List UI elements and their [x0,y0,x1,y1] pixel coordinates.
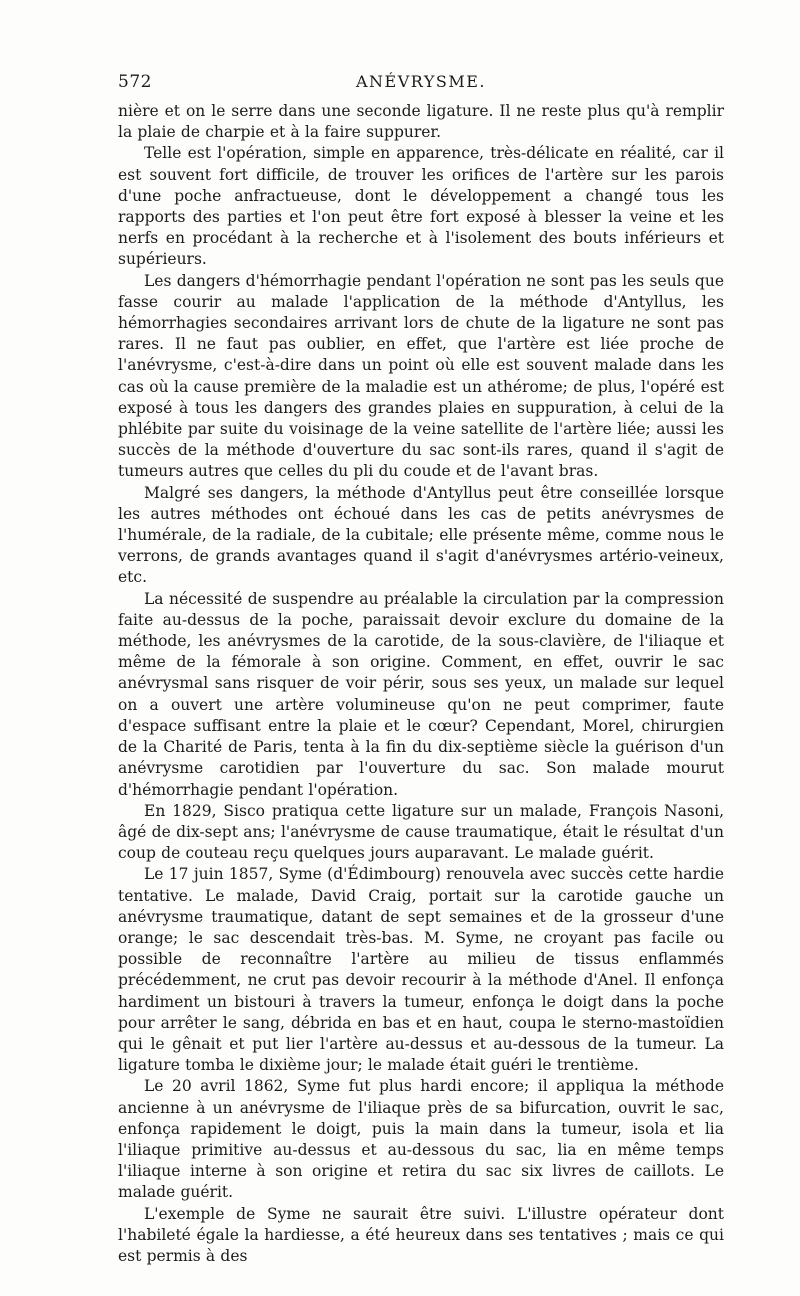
paragraph-continuation: nière et on le serre dans une seconde ligature. Il ne reste plus qu'à remplir la plaie de charpie et à la faire suppurer. [118,102,724,142]
paragraph: En 1829, Sisco pratiqua cette ligature sur un malade, François Nasoni, âgé de dix-sept ans; l'anévrysme de cause traumatique, était le résultat d'un coup de couteau reçu quelques jours auparavant. Le malade guérit. [118,801,724,863]
paragraph-truncated: L'exemple de Syme ne saurait être suivi. L'illustre opérateur dont l'habileté égale la hardiesse, a été heureux dans ses tentatives ; mais ce qui est permis à des [118,1204,724,1265]
paragraph: Malgré ses dangers, la méthode d'Antyllus peut être conseillée lorsque les autres méthodes ont échoué dans les cas de petits anévrysmes de l'humérale, de la radiale, de la cubitale; elle présente même, comme nous le verrons, de grands avantages quand il s'agit d'anévrysmes artério-veineux, etc. [118,483,724,587]
page-header [118,72,724,98]
paragraph: Les dangers d'hémorrhagie pendant l'opération ne sont pas les seuls que fasse courir au malade l'application de la méthode d'Antyllus, les hémorrhagies secondaires arrivant lors de chute de la ligature ne sont pas rares. Il ne faut pas oublier, en effet, que l'artère est liée proche de l'anévrysme, c'est-à-dire dans un point où elle est souvent malade dans les cas où la cause première de la maladie est un athérome; de plus, l'opéré est exposé à tous les dangers des grandes plaies en suppuration, à celui de la phlébite par suite du voisinage de la veine satellite de l'artère liée; aussi les succès de la méthode d'ouverture du sac sont-ils rares, quand il s'agit de tumeurs autres que celles du pli du coude et de l'avant bras. [118,271,724,481]
running-title: ANÉVRYSME. [355,72,486,91]
paragraph: Le 17 juin 1857, Syme (d'Édimbourg) renouvela avec succès cette hardie tentative. Le malade, David Craig, portait sur la carotide gauche un anévrysme traumatique, datant de sept semaines et de la grosseur d'une orange; le sac descendait très-bas. M. Syme, ne croyant pas facile ou possible de reconnaître l'artère au milieu de tissus enflammés précédemment, ne crut pas devoir recourir à la méthode d'Anel. Il enfonça hardiment un bistouri à travers la tumeur, enfonça le doigt dans la poche pour arrêter le sang, débrida en bas et en haut, coupa le sterno-mastoïdien qui le gênait et put lier l'artère au-dessus et au-dessous de la tumeur. La ligature tomba le dixième jour; le malade était guéri le trentième. [118,865,724,1075]
paragraph: La nécessité de suspendre au préalable la circulation par la compression faite au-dessus de la poche, paraissait devoir exclure du domaine de la méthode, les anévrysmes de la carotide, de la sous-clavière, de l'iliaque et même de la fémorale à son origine. Comment, en effet, ouvrir le sac anévrysmal sans risquer de voir périr, sous ses yeux, un malade sur lequel on a ouvert une artère volumineuse qu'on ne peut comprimer, faute d'espace suffisant entre la plaie et le cœur? Cependant, Morel, chirurgien de la Charité de Paris, tenta à la fin du dix-septième siècle la guérison d'un anévrysme carotidien par l'ouverture du sac. Son malade mourut d'hémorrhagie pendant l'opération. [118,589,724,799]
paragraph: Le 20 avril 1862, Syme fut plus hardi encore; il appliqua la méthode ancienne à un anévrysme de l'iliaque près de sa bifurcation, ouvrit le sac, enfonça rapidement le doigt, puis la main dans la tumeur, isola et lia l'iliaque primitive au-dessus et au-dessous du sac, lia en même temps l'iliaque interne à son origine et retira du sac six livres de caillots. Le malade guérit. [118,1077,724,1202]
body-text [118,101,724,1267]
page-number: 572 [118,72,152,92]
paragraph: Telle est l'opération, simple en apparence, très-délicate en réalité, car il est souvent fort difficile, de trouver les orifices de l'artère sur les parois d'une poche anfractueuse, dont le développement a changé tous les rapports des parties et l'on peut être fort exposé à blesser la veine et les nerfs en procédant à la recherche et à l'isolement des bouts inférieurs et supérieurs. [118,144,724,269]
